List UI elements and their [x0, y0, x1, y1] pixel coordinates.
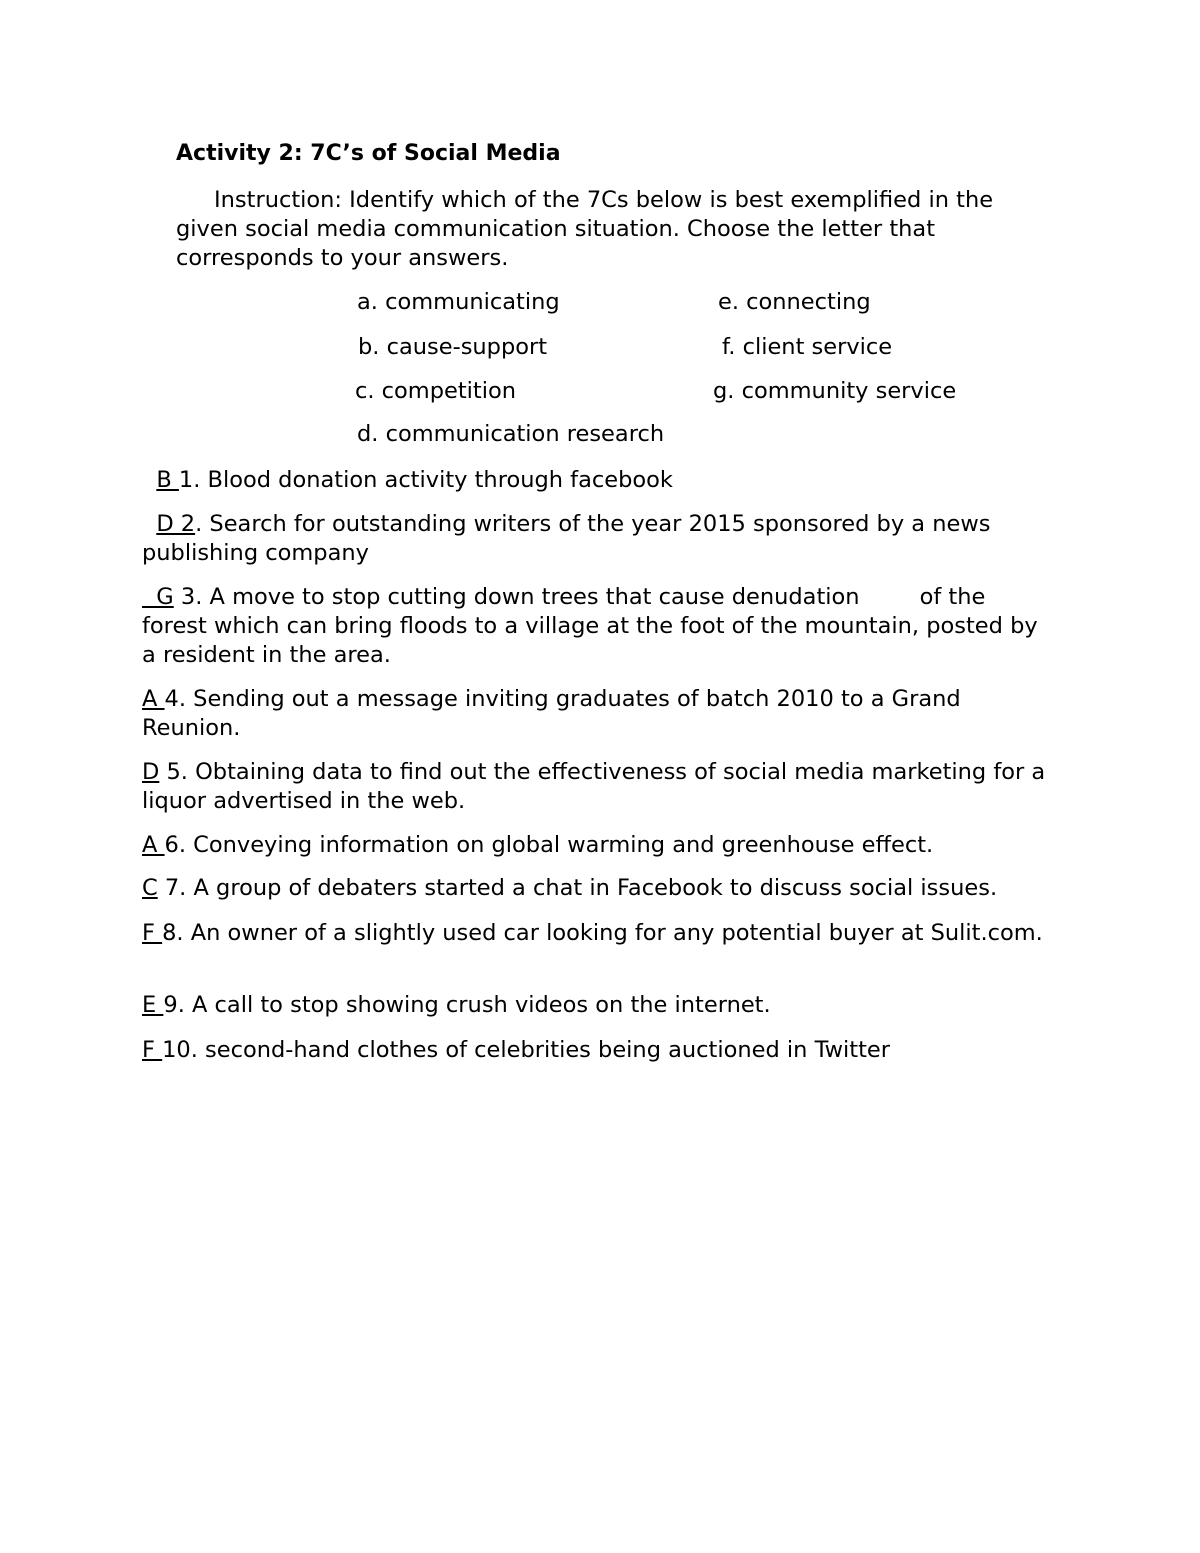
question-item-4: [142, 685, 1052, 743]
question-item-10: [142, 1036, 1052, 1065]
question-text: . Search for outstanding writers of the year 2015 sponsored by a news publishing company: [142, 511, 991, 566]
activity-title: Activity 2: 7C’s of Social Media: [176, 141, 561, 166]
answer-blank: A: [142, 832, 165, 858]
instruction-paragraph: Instruction: Identify which of the 7Cs below is best exemplified in the given social media communication situation. Choose the letter that corresponds to your answers.: [176, 187, 994, 271]
answer-blank: F: [142, 1037, 163, 1063]
option-g: g. community service: [713, 378, 957, 404]
option-e: e. connecting: [718, 289, 871, 315]
option-c: c. competition: [355, 378, 517, 404]
question-item-6: [142, 831, 1052, 860]
question-item-7: [142, 874, 1052, 903]
question-text: 3. A move to stop cutting down trees that cause denudation: [173, 584, 860, 610]
answer-lead: [142, 511, 156, 537]
question-item-1: [142, 466, 1052, 495]
option-a: a. communicating: [357, 289, 560, 315]
question-text: 9. A call to stop showing crush videos on the internet.: [163, 992, 771, 1018]
question-text: 5. Obtaining data to find out the effectiveness of social media marketing for a liquor advertised in the web.: [142, 759, 1046, 814]
answer-blank: C: [142, 875, 158, 901]
answer-lead: [142, 467, 156, 493]
question-text: 4. Sending out a message inviting graduates of batch 2010 to a Grand Reunion.: [142, 686, 961, 741]
question-text: 6. Conveying information on global warming and greenhouse effect.: [164, 832, 934, 858]
answer-blank: B: [156, 467, 179, 493]
question-text: 7. A group of debaters started a chat in Facebook to discuss social issues.: [157, 875, 998, 901]
question-text: 8. An owner of a slightly used car looking for any potential buyer at Sulit.com.: [162, 920, 1043, 946]
answer-blank: D 2: [156, 511, 196, 537]
question-text: 10. second-hand clothes of celebrities being auctioned in Twitter: [162, 1037, 890, 1063]
answer-blank: G: [142, 584, 174, 610]
option-f: f. client service: [722, 334, 893, 360]
answer-blank: E: [142, 992, 164, 1018]
answer-blank: D: [142, 759, 160, 785]
question-item-3: [142, 583, 1052, 670]
question-item-8: [142, 919, 1052, 948]
question-item-2: [142, 510, 1052, 568]
option-d: d. communication research: [357, 421, 665, 447]
question-item-5: [142, 758, 1052, 816]
question-text-continued: of the forest which can bring floods to a village at the foot of the mountain, posted by a resident in the area.: [142, 584, 1038, 668]
answer-blank: A: [142, 686, 165, 712]
question-text: 1. Blood donation activity through facebook: [178, 467, 673, 493]
answer-blank: F: [142, 920, 163, 946]
option-b: b. cause-support: [358, 334, 548, 360]
question-item-9: [142, 991, 1052, 1020]
